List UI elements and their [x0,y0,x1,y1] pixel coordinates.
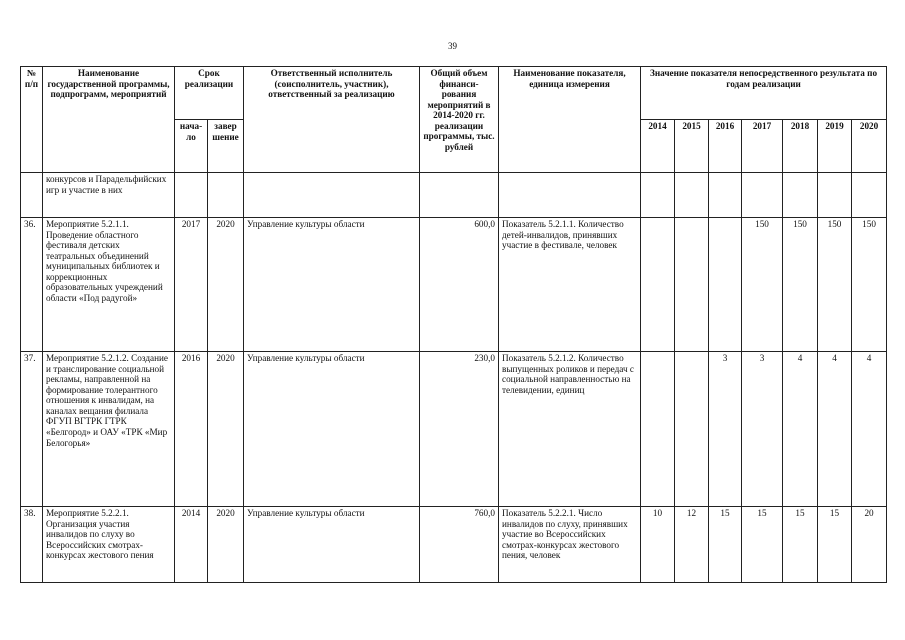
row-volume: 600,0 [420,218,499,352]
row-volume: 760,0 [420,507,499,583]
row-num [21,173,43,218]
row-value: 15 [783,507,818,583]
table-row [21,218,887,352]
row-name: Мероприятие 5.2.1.1. Проведение областного фестиваля детских театральных объединений муниципальных библиотек и коррекционных образовательных учреждений области «Под радугой» [43,218,175,352]
header-start: нача-ло [175,120,208,173]
table-row [21,507,887,583]
row-executor: Управление культуры области [244,507,420,583]
row-value: 3 [709,352,742,507]
row-value: 4 [852,352,887,507]
row-num: 36. [21,218,43,352]
header-year: 2016 [709,120,742,173]
row-value [675,352,709,507]
page-number: 39 [448,41,457,51]
header-name: Наименование государственной программы, подпрограмм, мероприятий [43,67,175,173]
row-start: 2014 [175,507,208,583]
row-name: Мероприятие 5.2.1.2. Создание и транслирование социальной рекламы, направленной на формирование толерантного отношения к инвалидам, на каналах вещания филиала ФГУП ВГТРК ГТРК «Белгород» и ОАУ «ТРК «Мир Белогорья» [43,352,175,507]
row-executor: Управление культуры области [244,352,420,507]
program-table [20,66,887,583]
row-value: 150 [783,218,818,352]
row-indicator: Показатель 5.2.2.1. Число инвалидов по слуху, принявших участие во Всероссийских смотрах-конкурсах жестового пения, человек [499,507,641,583]
row-value [852,173,887,218]
header-num: № п/п [21,67,43,173]
row-volume [420,173,499,218]
header-term: Срок реализации [175,67,244,120]
row-value: 3 [742,352,783,507]
header-end: завер шение [208,120,244,173]
header-volume: Общий объем финанси-рования мероприятий в 2014-2020 гг. реализации программы, тыс. рублей [420,67,499,173]
row-value: 4 [818,352,852,507]
row-volume: 230,0 [420,352,499,507]
row-executor [244,173,420,218]
header-year: 2018 [783,120,818,173]
header-year: 2019 [818,120,852,173]
row-name: конкурсов и Парадельфийских игр и участие в них [43,173,175,218]
row-name: Мероприятие 5.2.2.1. Организация участия инвалидов по слуху во Всероссийских смотрах-конкурсах жестового пения [43,507,175,583]
header-year: 2014 [641,120,675,173]
row-value: 20 [852,507,887,583]
row-start [175,173,208,218]
row-value: 150 [742,218,783,352]
row-value: 10 [641,507,675,583]
row-indicator: Показатель 5.2.1.2. Количество выпущенных роликов и передач с социальной направленностью на телевидении, единиц [499,352,641,507]
row-value: 15 [709,507,742,583]
row-value: 4 [783,352,818,507]
row-value: 150 [818,218,852,352]
row-value [818,173,852,218]
header-values-title: Значение показателя непосредственного результата по годам реализации [641,67,887,120]
header-year: 2020 [852,120,887,173]
row-value [675,173,709,218]
row-value [709,173,742,218]
header-year: 2017 [742,120,783,173]
row-end: 2020 [208,352,244,507]
row-value [641,352,675,507]
row-end [208,173,244,218]
row-value [709,218,742,352]
row-value: 12 [675,507,709,583]
row-value [641,173,675,218]
row-value: 150 [852,218,887,352]
row-indicator [499,173,641,218]
row-start: 2016 [175,352,208,507]
row-value [641,218,675,352]
row-value [742,173,783,218]
row-num: 38. [21,507,43,583]
row-value [783,173,818,218]
row-end: 2020 [208,218,244,352]
table-row [21,352,887,507]
table-row [21,173,887,218]
row-start: 2017 [175,218,208,352]
row-value: 15 [742,507,783,583]
header-executor: Ответственный исполнитель (соисполнитель, участник), ответственный за реализацию [244,67,420,173]
row-executor: Управление культуры области [244,218,420,352]
header-indicator: Наименование показателя, единица измерения [499,67,641,173]
row-indicator: Показатель 5.2.1.1. Количество детей-инвалидов, принявших участие в фестивале, человек [499,218,641,352]
row-value [675,218,709,352]
row-num: 37. [21,352,43,507]
row-end: 2020 [208,507,244,583]
row-value: 15 [818,507,852,583]
header-year: 2015 [675,120,709,173]
